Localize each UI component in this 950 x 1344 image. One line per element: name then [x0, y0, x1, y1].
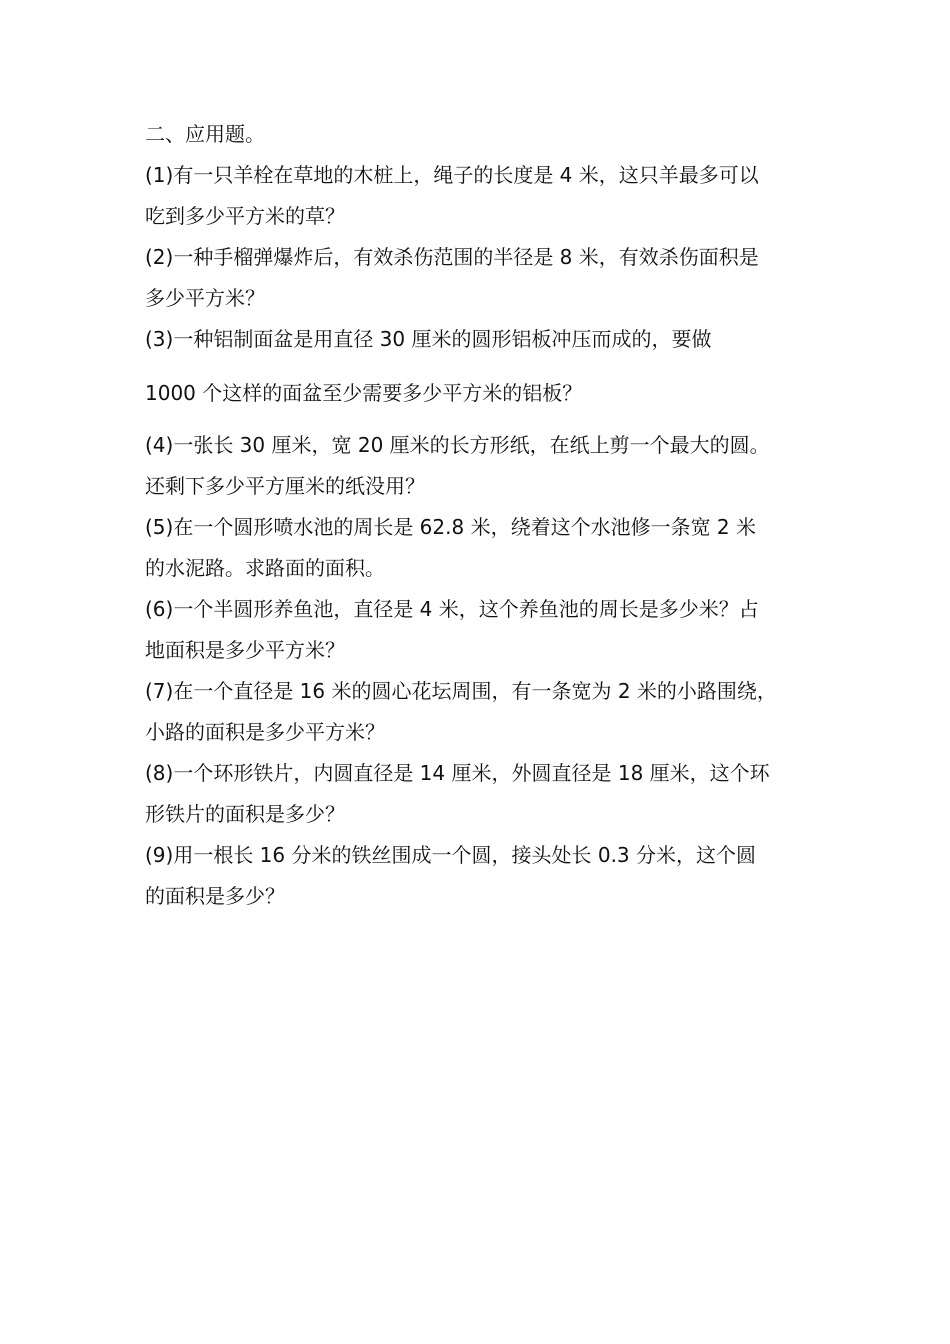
question-6-line-1: (6)一个半圆形养鱼池，直径是 4 米，这个养鱼池的周长是多少米？占: [145, 597, 759, 621]
question-1-line-2: 吃到多少平方米的草？: [145, 204, 345, 228]
question-8-line-1: (8)一个环形铁片，内圆直径是 14 厘米，外圆直径是 18 厘米，这个环: [145, 761, 770, 785]
question-3-line-1: (3)一种铝制面盆是用直径 30 厘米的圆形铝板冲压而成的，要做: [145, 327, 712, 351]
document-body: [145, 114, 815, 917]
question-1-line-1: (1)有一只羊栓在草地的木桩上，绳子的长度是 4 米，这只羊最多可以: [145, 163, 759, 187]
question-8: [145, 753, 815, 835]
question-2-line-2: 多少平方米？: [145, 286, 265, 310]
question-7: [145, 671, 815, 753]
question-2: [145, 237, 815, 319]
question-3-line-2: 1000 个这样的面盆至少需要多少平方米的铝板？: [145, 381, 583, 405]
question-8-line-2: 形铁片的面积是多少？: [145, 802, 345, 826]
question-2-line-1: (2)一种手榴弹爆炸后，有效杀伤范围的半径是 8 米，有效杀伤面积是: [145, 245, 759, 269]
question-7-line-2: 小路的面积是多少平方米？: [145, 720, 385, 744]
question-4: [145, 425, 815, 507]
question-6: [145, 589, 815, 671]
question-5-line-1: (5)在一个圆形喷水池的周长是 62.8 米，绕着这个水池修一条宽 2 米: [145, 515, 757, 539]
question-5-line-2: 的水泥路。求路面的面积。: [145, 556, 385, 580]
question-6-line-2: 地面积是多少平方米？: [145, 638, 345, 662]
question-3: [145, 319, 815, 414]
question-9: [145, 835, 815, 917]
question-1: [145, 155, 815, 237]
question-4-line-2: 还剩下多少平方厘米的纸没用？: [145, 474, 425, 498]
question-9-line-1: (9)用一根长 16 分米的铁丝围成一个圆，接头处长 0.3 分米，这个圆: [145, 843, 757, 867]
question-4-line-1: (4)一张长 30 厘米，宽 20 厘米的长方形纸，在纸上剪一个最大的圆。: [145, 433, 770, 457]
question-9-line-2: 的面积是多少？: [145, 884, 285, 908]
question-5: [145, 507, 815, 589]
question-7-line-1: (7)在一个直径是 16 米的圆心花坛周围，有一条宽为 2 米的小路围绕，: [145, 679, 777, 703]
section-title: 二、应用题。: [145, 122, 265, 146]
